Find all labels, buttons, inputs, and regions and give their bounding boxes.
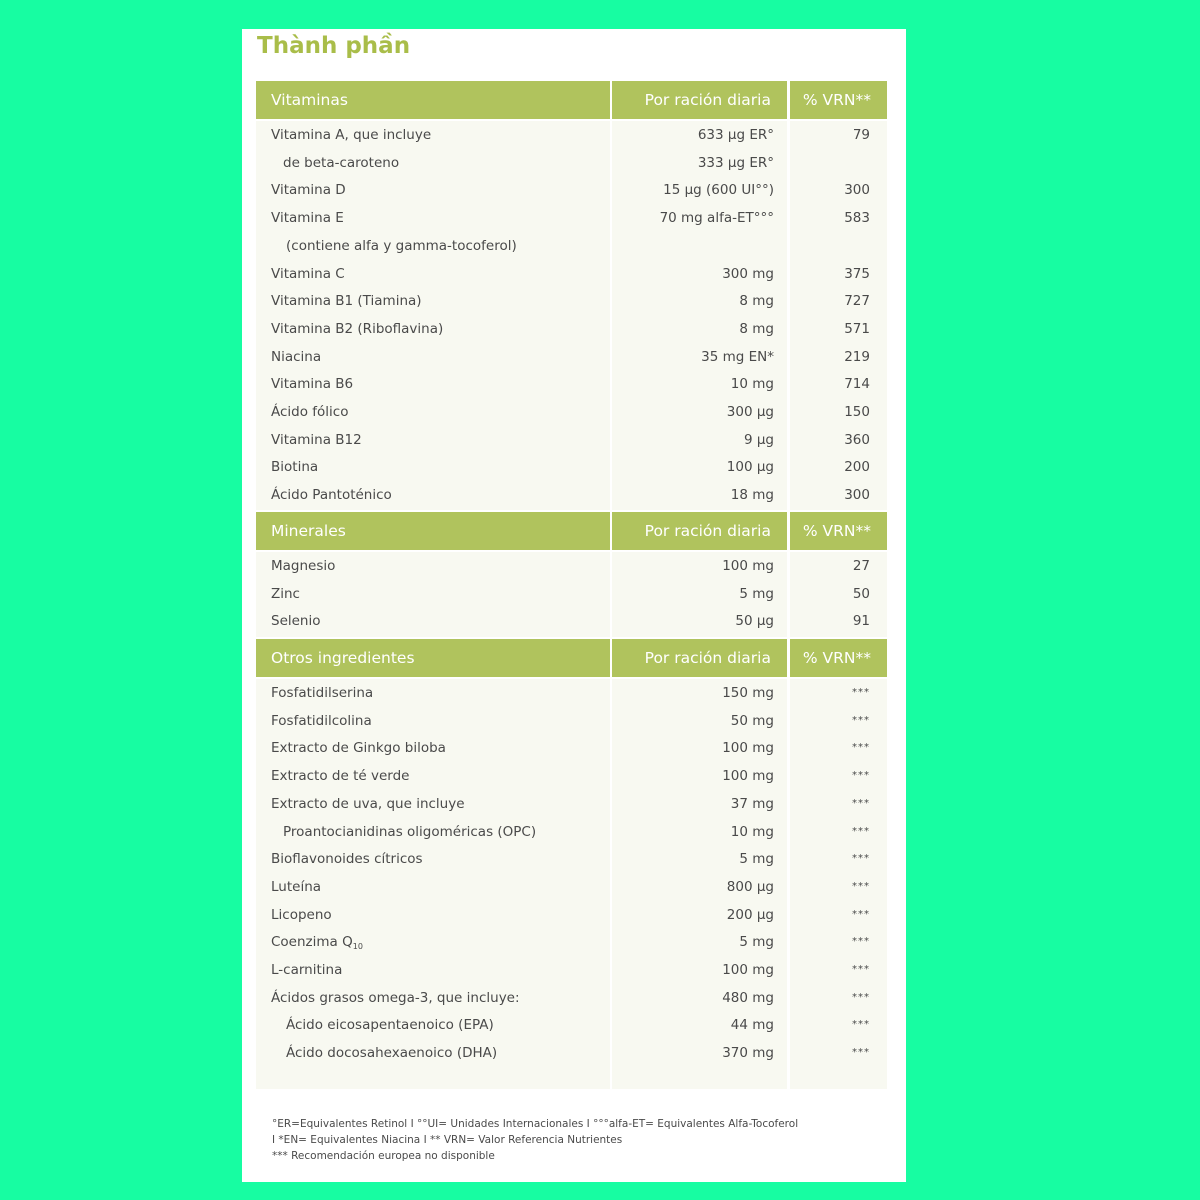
header-vrn: % VRN** xyxy=(790,639,887,677)
ingredient-name xyxy=(271,481,392,509)
vrn-percent: 27 xyxy=(852,558,870,574)
ingredient-name-text: Ácido Pantoténico xyxy=(271,487,392,504)
ingredient-name-text: Ácido docosahexaenoico (DHA) xyxy=(286,1045,498,1062)
ingredient-name-text: Luteína xyxy=(271,878,322,895)
ingredient-name xyxy=(271,956,342,984)
ingredient-name xyxy=(271,426,362,454)
amount-per-serving: 200 µg xyxy=(726,906,774,923)
vrn-percent: *** xyxy=(852,742,870,754)
ingredient-name xyxy=(283,149,399,177)
table-row xyxy=(256,453,887,481)
ingredient-name-text: Vitamina C xyxy=(271,265,345,282)
ingredient-name xyxy=(271,370,353,398)
amount-per-serving: 10 mg xyxy=(730,823,774,840)
vrn-percent: *** xyxy=(852,687,870,698)
ingredient-name xyxy=(271,260,345,288)
ingredient-name xyxy=(271,453,318,481)
amount-per-serving: 5 mg xyxy=(739,851,774,868)
vrn-percent: *** xyxy=(852,797,870,809)
vrn-percent: 360 xyxy=(844,431,870,448)
ingredient-name-text: Fosfatidilcolina xyxy=(271,712,372,729)
ingredient-name-text: Vitamina A, que incluye xyxy=(271,127,432,143)
ingredient-name-text: Selenio xyxy=(271,613,321,630)
table-row xyxy=(256,121,887,149)
table-row xyxy=(256,679,887,707)
ingredient-name-text: Vitamina B6 xyxy=(271,376,354,393)
ingredient-name xyxy=(271,679,373,707)
ingredient-name xyxy=(271,873,321,901)
ingredient-name-subscript: 10 xyxy=(352,942,363,952)
table-row xyxy=(256,928,887,956)
vrn-percent: *** xyxy=(852,936,870,948)
ingredient-name xyxy=(286,1039,497,1067)
section-body xyxy=(256,552,887,637)
table-row xyxy=(256,762,887,790)
ingredient-name-text: Zinc xyxy=(271,585,300,602)
vrn-percent: *** xyxy=(852,1019,870,1031)
vrn-percent: 150 xyxy=(844,404,870,420)
ingredient-name-text: Ácido eicosapentaenoico (EPA) xyxy=(286,1017,494,1034)
section-body xyxy=(256,679,887,1089)
header-amount: Por ración diaria xyxy=(612,81,787,119)
amount-per-serving: 300 µg xyxy=(726,404,774,420)
amount-per-serving: 100 mg xyxy=(722,558,774,574)
header-amount: Por ración diaria xyxy=(612,639,787,677)
vrn-percent: 571 xyxy=(844,320,870,337)
ingredient-name xyxy=(283,818,536,846)
amount-per-serving: 370 mg xyxy=(722,1045,774,1062)
table-row xyxy=(256,552,887,580)
table-row xyxy=(256,984,887,1012)
ingredient-name xyxy=(271,845,423,873)
ingredient-name xyxy=(271,734,446,762)
ingredient-name-text: Vitamina E xyxy=(271,210,344,227)
table-row xyxy=(256,901,887,929)
ingredient-name-text: Ácidos grasos omega-3, que incluye: xyxy=(271,989,520,1006)
ingredient-name-text: Extracto de Ginkgo biloba xyxy=(271,740,446,757)
ingredient-name xyxy=(271,580,300,608)
table-row xyxy=(256,873,887,901)
ingredient-name xyxy=(271,790,465,818)
ingredient-name-text: Proantocianidinas oligoméricas (OPC) xyxy=(283,823,537,840)
ingredient-name xyxy=(286,232,517,260)
ingredients-card xyxy=(242,29,906,1182)
amount-per-serving: 150 mg xyxy=(722,685,774,701)
ingredient-name xyxy=(271,707,372,735)
header-vrn: % VRN** xyxy=(790,81,887,119)
ingredient-name-text: Bioflavonoides cítricos xyxy=(271,851,423,868)
footnotes xyxy=(272,1116,892,1164)
ingredient-name-text: Vitamina B2 (Riboflavina) xyxy=(271,320,444,337)
header-name: Vitaminas xyxy=(256,81,610,119)
table-row xyxy=(256,481,887,509)
vrn-percent: 79 xyxy=(852,127,870,143)
amount-per-serving: 50 µg xyxy=(735,613,774,630)
footnote-line: I *EN= Equivalentes Niacina I ** VRN= Valor Referencia Nutrientes xyxy=(272,1134,623,1146)
amount-per-serving: 100 mg xyxy=(722,740,774,757)
ingredient-name xyxy=(286,1011,494,1039)
vrn-percent: *** xyxy=(852,770,870,782)
amount-per-serving: 70 mg alfa-ET°°° xyxy=(659,210,774,227)
header-name: Minerales xyxy=(256,512,610,550)
table-row xyxy=(256,232,887,260)
ingredient-name-text: Ácido fólico xyxy=(271,404,349,420)
vrn-percent: *** xyxy=(852,853,870,865)
vrn-percent: *** xyxy=(852,1047,870,1059)
amount-per-serving: 100 mg xyxy=(722,962,774,978)
amount-per-serving: 300 mg xyxy=(722,265,774,282)
ingredient-name-text: Niacina xyxy=(271,348,322,365)
table-row xyxy=(256,1011,887,1039)
table-row xyxy=(256,1039,887,1067)
table-row xyxy=(256,149,887,177)
amount-per-serving: 44 mg xyxy=(730,1017,774,1034)
header-name: Otros ingredientes xyxy=(256,639,610,677)
amount-per-serving: 35 mg EN* xyxy=(701,348,774,365)
vrn-percent: 200 xyxy=(844,459,870,476)
vrn-percent: *** xyxy=(852,964,870,975)
ingredient-name xyxy=(271,901,332,929)
page-title: Thành phần xyxy=(257,33,411,59)
ingredient-name xyxy=(271,398,349,426)
ingredient-name-text: Licopeno xyxy=(271,906,332,923)
table-row xyxy=(256,426,887,454)
table-row xyxy=(256,176,887,204)
table-row xyxy=(256,707,887,735)
amount-per-serving: 333 µg ER° xyxy=(697,154,774,171)
footnote-line: *** Recomendación europea no disponible xyxy=(272,1150,495,1162)
amount-per-serving: 9 µg xyxy=(743,431,774,448)
amount-per-serving: 633 µg ER° xyxy=(697,127,774,143)
vrn-percent: 714 xyxy=(844,376,870,393)
ingredient-name-text: Extracto de uva, que incluye xyxy=(271,795,465,812)
ingredient-name xyxy=(271,343,321,371)
vrn-percent: *** xyxy=(852,880,870,892)
ingredient-name-text: (contiene alfa y gamma-tocoferol) xyxy=(286,237,517,254)
ingredient-name-text: Vitamina D xyxy=(271,182,346,199)
amount-per-serving: 8 mg xyxy=(739,320,774,337)
table-row xyxy=(256,204,887,232)
amount-per-serving: 8 mg xyxy=(739,293,774,310)
vrn-percent: 583 xyxy=(844,210,870,227)
table-row xyxy=(256,818,887,846)
ingredient-name-text: Vitamina B1 (Tiamina) xyxy=(271,293,422,310)
amount-per-serving: 100 mg xyxy=(722,768,774,785)
amount-per-serving: 100 µg xyxy=(726,459,774,476)
vrn-percent: 50 xyxy=(852,585,870,602)
amount-per-serving: 480 mg xyxy=(722,989,774,1006)
vrn-percent: 375 xyxy=(844,265,870,282)
table-row xyxy=(256,580,887,608)
amount-per-serving: 10 mg xyxy=(730,376,774,393)
footnote-line: °ER=Equivalentes Retinol I °°UI= Unidades Internacionales I °°°alfa-ET= Equivalentes Alfa-Tocoferol xyxy=(272,1118,799,1130)
ingredient-name xyxy=(271,176,346,204)
ingredient-name xyxy=(271,315,443,343)
amount-per-serving: 5 mg xyxy=(739,934,774,951)
ingredient-name-text: Vitamina B12 xyxy=(271,431,362,448)
table-row xyxy=(256,315,887,343)
ingredient-name xyxy=(271,287,422,315)
vrn-percent: 91 xyxy=(852,613,870,630)
vrn-percent: 300 xyxy=(844,182,870,199)
vrn-percent: *** xyxy=(852,908,870,920)
table-row xyxy=(256,734,887,762)
vrn-percent: 219 xyxy=(844,348,870,365)
ingredient-name-text: Biotina xyxy=(271,459,319,476)
vrn-percent: *** xyxy=(852,991,870,1003)
amount-per-serving: 18 mg xyxy=(730,487,774,504)
table-row xyxy=(256,790,887,818)
vrn-percent: 300 xyxy=(844,487,870,504)
table-row xyxy=(256,607,887,635)
ingredient-name xyxy=(271,762,409,790)
amount-per-serving: 50 mg xyxy=(730,712,774,729)
header-vrn: % VRN** xyxy=(790,512,887,550)
amount-per-serving: 5 mg xyxy=(739,585,774,602)
table-row xyxy=(256,370,887,398)
ingredient-name-text: Coenzima Q xyxy=(271,934,353,951)
ingredient-name-text: L-carnitina xyxy=(271,962,343,978)
table-row xyxy=(256,956,887,984)
amount-per-serving: 800 µg xyxy=(726,878,774,895)
ingredient-name xyxy=(271,984,520,1012)
table-row xyxy=(256,260,887,288)
amount-per-serving: 37 mg xyxy=(730,795,774,812)
ingredient-name-text: Magnesio xyxy=(271,558,336,574)
amount-per-serving: 15 µg (600 UI°°) xyxy=(663,182,774,199)
table-row xyxy=(256,845,887,873)
ingredient-name xyxy=(271,121,431,149)
vrn-percent: *** xyxy=(852,714,870,726)
table-row xyxy=(256,287,887,315)
ingredient-name-text: Fosfatidilserina xyxy=(271,685,374,701)
table-row xyxy=(256,398,887,426)
section-body xyxy=(256,121,887,510)
ingredient-name xyxy=(271,204,344,232)
ingredient-name xyxy=(271,552,335,580)
table-row xyxy=(256,343,887,371)
vrn-percent: *** xyxy=(852,825,870,837)
ingredient-name xyxy=(271,607,321,635)
vrn-percent: 727 xyxy=(844,293,870,310)
ingredient-name-text: de beta-caroteno xyxy=(283,154,400,171)
ingredient-name-text: Extracto de té verde xyxy=(271,768,410,785)
header-amount: Por ración diaria xyxy=(612,512,787,550)
